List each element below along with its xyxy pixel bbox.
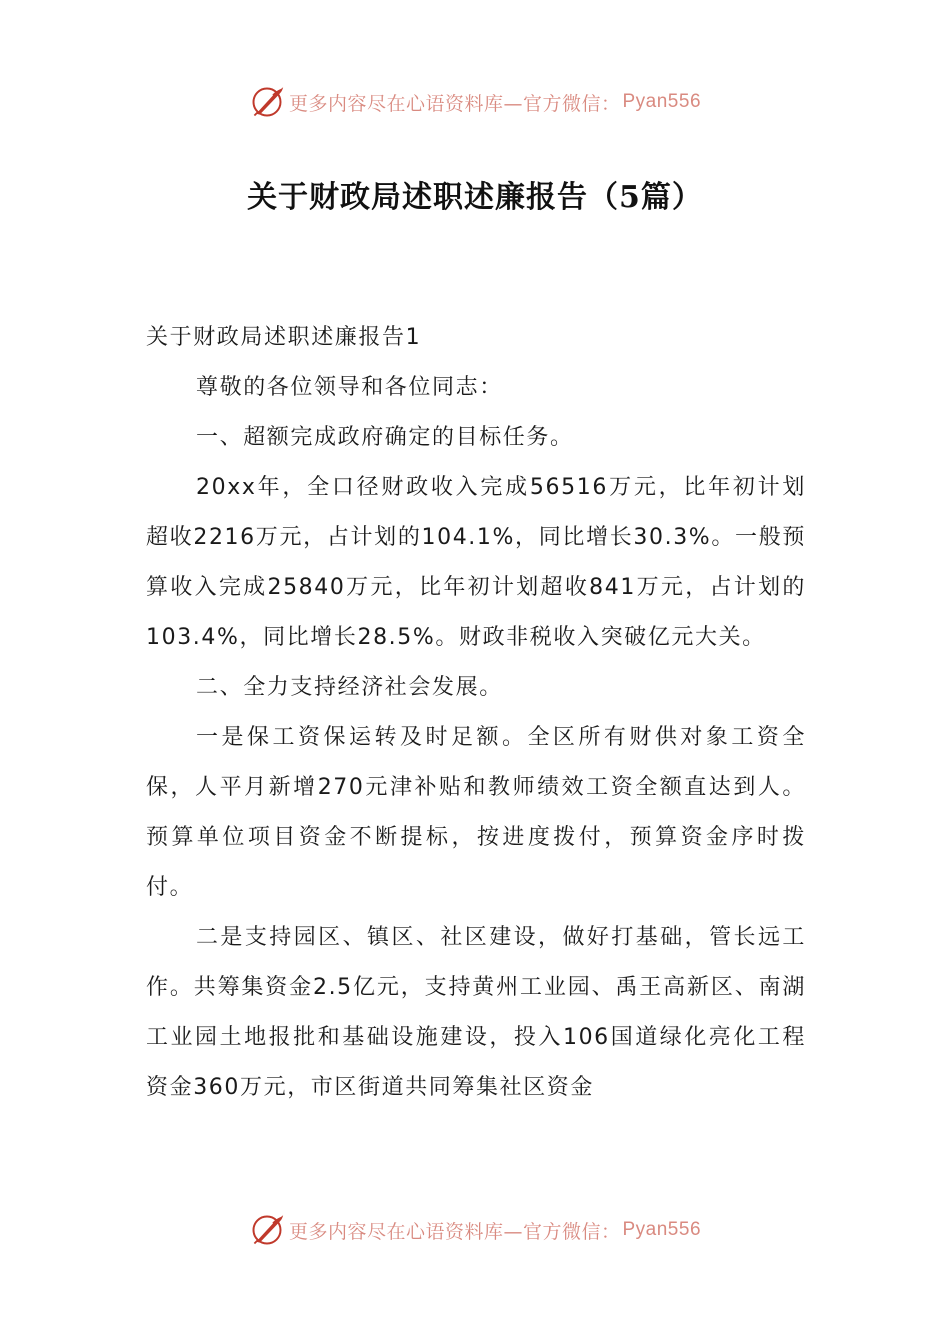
- paragraph: 20xx年，全口径财政收入完成56516万元，比年初计划超收2216万元，占计划的104.1%，同比增长30.3%。一般预算收入完成25840万元，比年初计划超收841万元，占计划的103.4%，同比增长28.5%。财政非税收入突破亿元大关。: [146, 475, 806, 650]
- paragraph: 二是支持园区、镇区、社区建设，做好打基础，管长远工作。共筹集资金2.5亿元，支持黄州工业园、禹王高新区、南湖工业园土地报批和基础设施建设，投入106国道绿化亮化工程资金360万元，市区街道共同筹集社区资金: [146, 925, 806, 1100]
- footer-watermark-banner: [0, 1210, 950, 1250]
- paragraph: 二、全力支持经济社会发展。: [196, 675, 503, 700]
- document-title: 关于财政局述职述廉报告（5篇）: [247, 180, 703, 215]
- document-body: [146, 313, 806, 1113]
- paragraph: 一、超额完成政府确定的目标任务。: [196, 425, 574, 450]
- banner-account: Pyan556: [622, 1219, 702, 1240]
- header-watermark-banner: [0, 82, 950, 122]
- report-subtitle: 关于财政局述职述廉报告1: [146, 325, 422, 350]
- banner-account: Pyan556: [622, 91, 702, 112]
- paragraph: 尊敬的各位领导和各位同志：: [196, 375, 503, 400]
- quill-pen-logo-icon: [249, 84, 285, 120]
- paragraph: 一是保工资保运转及时足额。全区所有财供对象工资全保，人平月新增270元津补贴和教师绩效工资全额直达到人。预算单位项目资金不断提标，按进度拨付，预算资金序时拨付。: [146, 725, 806, 900]
- quill-pen-logo-icon: [249, 1212, 285, 1248]
- banner-text: 更多内容尽在心语资料库—官方微信：: [288, 92, 621, 115]
- banner-text: 更多内容尽在心语资料库—官方微信：: [288, 1220, 621, 1243]
